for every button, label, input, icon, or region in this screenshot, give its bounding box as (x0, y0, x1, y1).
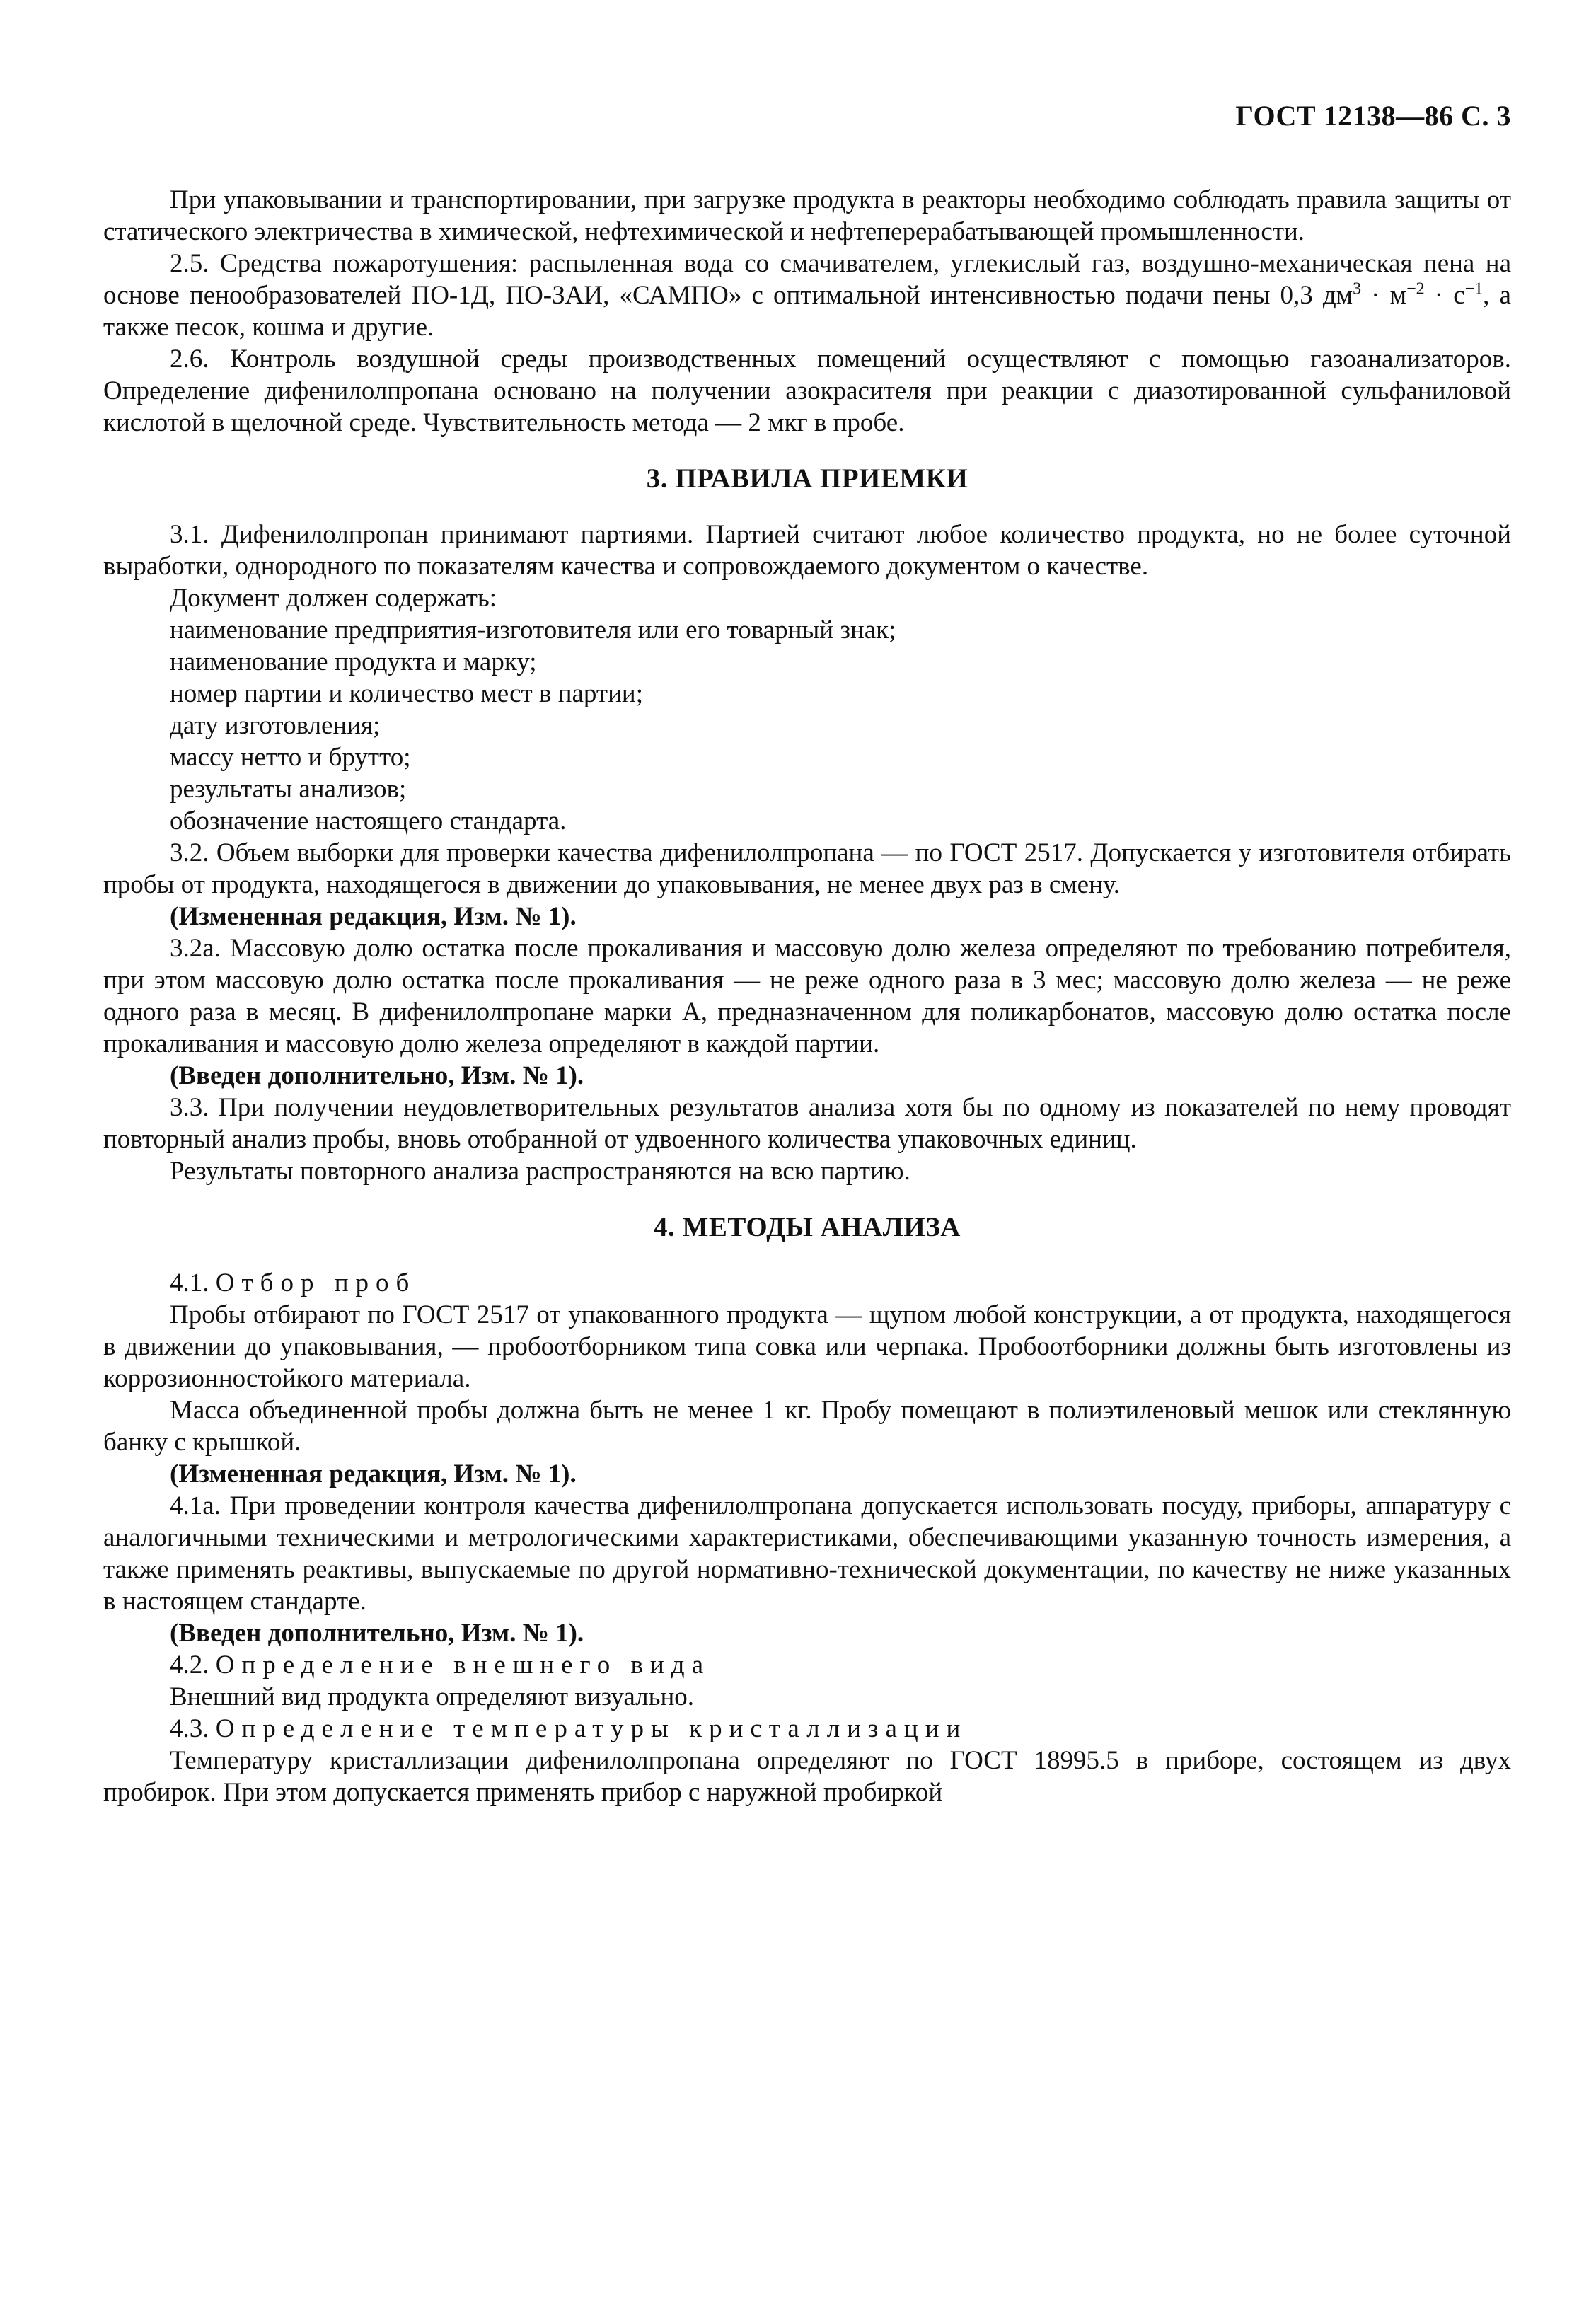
document-body (103, 184, 1511, 1808)
list-item: дату изготовления; (170, 711, 381, 740)
list-item: наименование продукта и марку; (170, 647, 537, 676)
subheading-4-2 (103, 1649, 1511, 1681)
paragraph-3-2a: 3.2а. Массовую долю остатка после прокаливания и массовую долю железа определяют по требованию потребителя, при этом массовую долю остатка после прокаливания — не реже одного раза в 3 мес; массовую долю железа — не реже одного раза в месяц. В дифенилолпропане марки А, предназначенном для поликарбонатов, массовую долю остатка после прокаливания и массовую долю железа определяют в каждой партии. (103, 934, 1511, 1058)
subheading-number: 4.1. (170, 1268, 216, 1297)
text-run: , а также песок, кошма и другие. (103, 281, 1511, 342)
text-run: 2.5. Средства пожаротушения: распыленная вода со смачивателем, углекислый газ, воздушно-механическая пена на основе пенообразователей ПО-1Д, ПО-ЗАИ, «САМПО» с оптимальной интенсивностью подачи пены 0,3 дм (103, 249, 1511, 310)
text-run: · с (1424, 281, 1465, 310)
section-3-title: 3. ПРАВИЛА ПРИЕМКИ (646, 463, 968, 494)
document-contents-intro: Документ должен содержать: (170, 584, 497, 613)
paragraph-2-6: 2.6. Контроль воздушной среды производственных помещений осуществляют с помощью газоанализаторов. Определение дифенилолпропана основано на получении азокрасителя при реакции с диазотированной сульфаниловой кислотой в щелочной среде. Чувствительность метода — 2 мкг в пробе. (103, 345, 1511, 437)
subheading-text: Отбор проб (215, 1268, 417, 1297)
paragraph-4-1a: 4.1а. При проведении контроля качества дифенилолпропана допускается использовать посуду, приборы, аппаратуру с аналогичными техническими и метрологическими характеристиками, обеспечивающими указанную точность измерения, а также применять реактивы, выпускаемые по другой нормативно-технической документации, по качеству не ниже указанных в настоящем стандарте. (103, 1491, 1511, 1616)
superscript: −2 (1406, 279, 1425, 299)
subheading-text: Определение температуры кристаллизации (215, 1714, 968, 1743)
section-4-title: 4. МЕТОДЫ АНАЛИЗА (654, 1212, 961, 1242)
paragraph-2-5 (103, 248, 1511, 343)
list-item: обозначение настоящего стандарта. (170, 807, 567, 836)
amendment-note: (Измененная редакция, Изм. № 1). (170, 1460, 577, 1489)
paragraph-static-electricity: При упаковывании и транспортировании, при загрузке продукта в реакторы необходимо соблюдать правила защиты от статического электричества в химической, нефтехимической и нефтеперерабатывающей промышленности. (103, 185, 1511, 246)
paragraph-3-3: 3.3. При получении неудовлетворительных результатов анализа хотя бы по одному из показателей по нему проводят повторный анализ пробы, вновь отобранной от удвоенного количества упаковочных единиц. (103, 1093, 1511, 1154)
subheading-4-3 (103, 1713, 1511, 1745)
subheading-number: 4.3. (170, 1714, 216, 1743)
list-item: номер партии и количество мест в партии; (170, 679, 643, 708)
list-item: результаты анализов; (170, 775, 407, 804)
paragraph-4-1-mass: Масса объединенной пробы должна быть не менее 1 кг. Пробу помещают в полиэтиленовый мешок или стеклянную банку с крышкой. (103, 1396, 1511, 1457)
paragraph-4-2: Внешний вид продукта определяют визуально. (170, 1682, 695, 1711)
superscript: 3 (1353, 279, 1362, 299)
subheading-text: Определение внешнего вида (215, 1651, 711, 1680)
paragraph-4-3: Температуру кристаллизации дифенилолпропана определяют по ГОСТ 18995.5 в приборе, состоящем из двух пробирок. При этом допускается применять прибор с наружной пробиркой (103, 1746, 1511, 1807)
amendment-note: (Измененная редакция, Изм. № 1). (170, 902, 577, 931)
paragraph-4-1-sampling: Пробы отбирают по ГОСТ 2517 от упакованного продукта — щупом любой конструкции, а от продукта, находящегося в движении до упаковывания, — пробоотборником типа совка или черпака. Пробоотборники должны быть изготовлены из коррозионностойкого материала. (103, 1300, 1511, 1393)
paragraph-3-1: 3.1. Дифенилолпропан принимают партиями. Партией считают любое количество продукта, но не более суточной выработки, однородного по показателям качества и сопровождаемого документом о качестве. (103, 520, 1511, 581)
list-item: массу нетто и брутто; (170, 743, 411, 772)
paragraph-3-3-result: Результаты повторного анализа распространяются на всю партию. (170, 1157, 910, 1186)
amendment-note: (Введен дополнительно, Изм. № 1). (170, 1619, 584, 1648)
page-header: ГОСТ 12138—86 С. 3 (1235, 100, 1511, 132)
list-item: наименование предприятия-изготовителя или его товарный знак; (170, 615, 896, 645)
subheading-number: 4.2. (170, 1651, 216, 1680)
text-run: · м (1361, 281, 1407, 310)
superscript: −1 (1464, 279, 1484, 299)
paragraph-3-2: 3.2. Объем выборки для проверки качества дифенилолпропана — по ГОСТ 2517. Допускается у изготовителя отбирать пробы от продукта, находящегося в движении до упаковывания, не менее двух раз в смену. (103, 838, 1511, 899)
subheading-4-1 (103, 1267, 1511, 1299)
amendment-note: (Введен дополнительно, Изм. № 1). (170, 1061, 584, 1090)
